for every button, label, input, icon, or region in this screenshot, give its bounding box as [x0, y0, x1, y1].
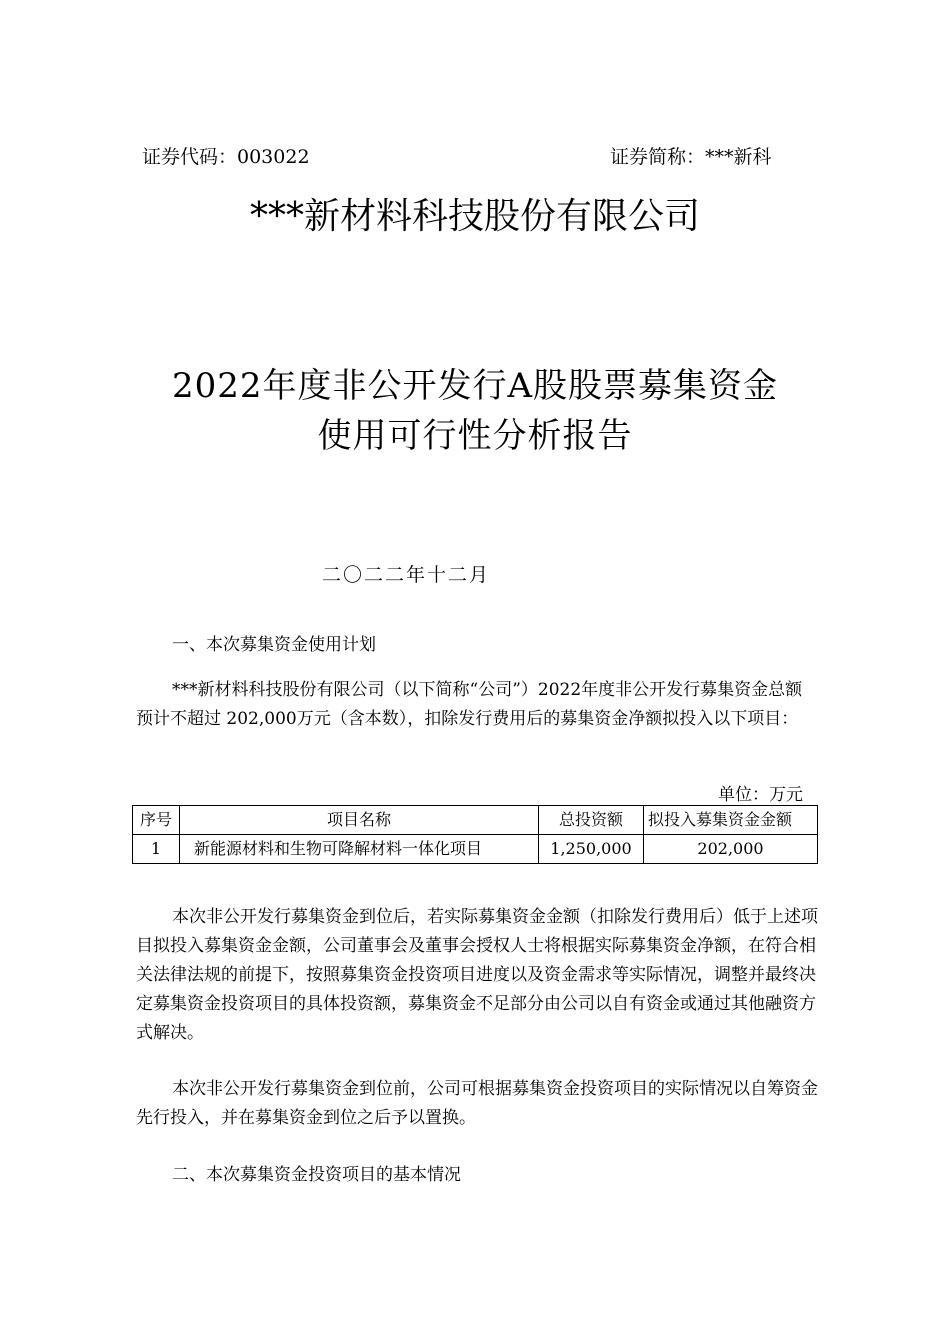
section2-heading: 二、本次募集资金投资项目的基本情况 [172, 1165, 461, 1185]
table-unit: 单位：万元 [718, 785, 803, 805]
table-header-row [133, 806, 818, 835]
cell-raised-amount: 202,000 [644, 835, 818, 864]
header-cell-project: 项目名称 [180, 806, 539, 835]
report-title-line1: 2022年度非公开发行A股股票募集资金 [171, 366, 779, 406]
section1-intro-text: ***新材料科技股份有限公司（以下简称“公司”）2022年度非公开发行募集资金总额预计不超过 202,000万元（含本数），扣除发行费用后的募集资金净额拟投入以下项目： [136, 680, 803, 729]
header-cell-raised: 拟投入募集资金金额 [644, 806, 818, 835]
report-title-line2: 使用可行性分析报告 [317, 416, 633, 456]
stock-code: 证券代码：003022 [142, 146, 310, 168]
cell-project-name: 新能源材料和生物可降解材料一体化项目 [180, 835, 539, 864]
section1-intro [136, 676, 818, 734]
section1-heading: 一、本次募集资金使用计划 [172, 635, 376, 655]
stock-abbreviation: 证券简称：***新科 [610, 146, 772, 168]
cell-index: 1 [133, 835, 180, 864]
section1-para2-text: 本次非公开发行募集资金到位后，若实际募集资金金额（扣除发行费用后）低于上述项目拟投入募集资金金额，公司董事会及董事会授权人士将根据实际募集资金净额，在符合相关法律法规的前提下，按照募集资金投资项目进度以及资金需求等实际情况，调整并最终决定募集资金投资项目的具体投资额，募集资金不足部分由公司以自有资金或通过其他融资方式解决。 [136, 907, 818, 1043]
section1-para3-text: 本次非公开发行募集资金到位前，公司可根据募集资金投资项目的实际情况以自筹资金先行投入，并在募集资金到位之后予以置换。 [136, 1079, 818, 1128]
section1-para3 [136, 1075, 818, 1133]
company-name: ***新材料科技股份有限公司 [249, 196, 700, 237]
projects-table [132, 805, 818, 864]
header-cell-index: 序号 [133, 806, 180, 835]
section1-para2 [136, 903, 818, 1048]
cell-total-investment: 1,250,000 [539, 835, 644, 864]
header-cell-total: 总投资额 [539, 806, 644, 835]
table-row [133, 835, 818, 864]
report-date: 二〇二二年十二月 [322, 564, 491, 586]
